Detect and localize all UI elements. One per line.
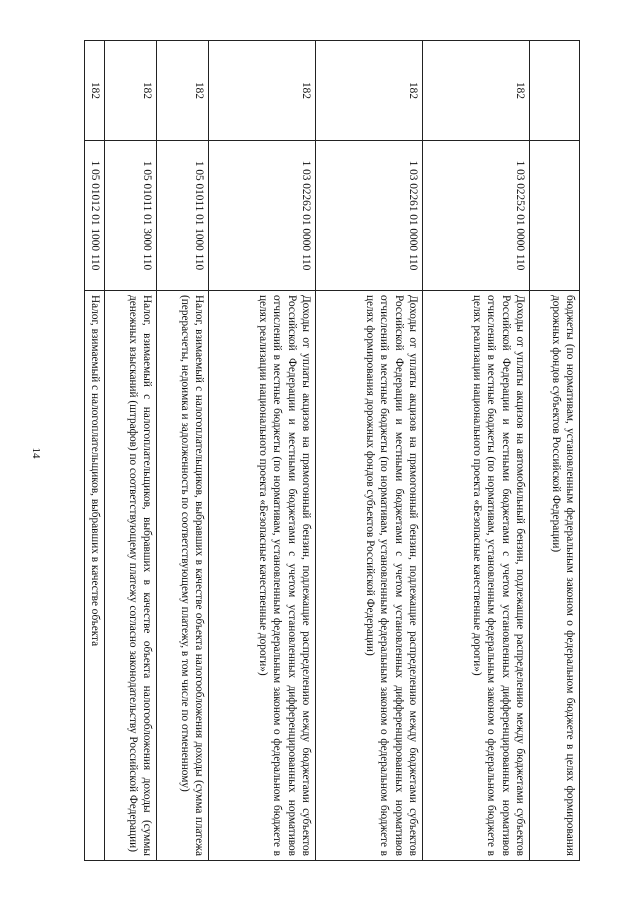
kbk-cell	[530, 141, 580, 291]
kbk-cell: 1 03 02252 01 0000 110	[423, 141, 530, 291]
description-cell: Налог, взимаемый с налогоплательщиков, выбравших в качестве объекта	[85, 291, 105, 861]
table-row	[423, 41, 530, 861]
admin-code-cell	[530, 41, 580, 141]
description-cell: Доходы от уплаты акцизов на прямогонный бензин, подлежащие распределению между бюджетами субъектов Российской Федерации и местными бюджетами с учетом установленных дифференцированных нормативов отчислений в местные бюджеты (по нормативам, установленным федеральным законом о федеральном бюджете в целях формирования дорожных фондов субъектов Российской Федерации)	[316, 291, 423, 861]
admin-code-cell: 182	[105, 41, 157, 141]
admin-code-cell: 182	[85, 41, 105, 141]
kbk-cell: 1 05 01011 01 1000 110	[157, 141, 209, 291]
admin-code-cell: 182	[157, 41, 209, 141]
table-row	[209, 41, 316, 861]
table-row	[530, 41, 580, 861]
description-cell: бюджеты (по нормативам, установленным федеральным законом о федеральном бюджете в целях формирования дорожных фондов субъектов Российской Федерации)	[530, 291, 580, 861]
table-row	[85, 41, 105, 861]
kbk-cell: 1 03 02262 01 0000 110	[209, 141, 316, 291]
description-cell: Доходы от уплаты акцизов на прямогонный бензин, подлежащие распределению между бюджетами субъектов Российской Федерации и местными бюджетами с учетом установленных дифференцированных нормативов отчислений в местные бюджеты (по нормативам, установленным федеральным законом о федеральном бюджете в целях реализации национального проекта «Безопасные качественные дороги»)	[209, 291, 316, 861]
admin-code-cell: 182	[423, 41, 530, 141]
kbk-cell: 1 05 01011 01 3000 110	[105, 141, 157, 291]
description-cell: Налог, взимаемый с налогоплательщиков, выбравших в качестве объекта налогообложения доходы (сумма платежа (перерасчеты, недоимка и задолженность по соответствующему платежу, в том числе по отмененному)	[157, 291, 209, 861]
kbk-cell: 1 05 01012 01 1000 110	[85, 141, 105, 291]
admin-code-cell: 182	[316, 41, 423, 141]
table-row	[316, 41, 423, 861]
kbk-cell: 1 03 02261 01 0000 110	[316, 141, 423, 291]
description-cell: Налог, взимаемый с налогоплательщиков, выбравших в качестве объекта налогообложения доходы (суммы денежных взысканий (штрафов) по соответствующему платежу согласно законодательству Российской Федерации)	[105, 291, 157, 861]
revenue-codes-table	[84, 40, 580, 861]
page-number: 14	[30, 447, 42, 459]
description-cell: Доходы от уплаты акцизов на автомобильный бензин, подлежащие распределению между бюджетами субъектов Российской Федерации и местными бюджетами с учетом установленных дифференцированных нормативов отчислений в местные бюджеты (по нормативам, установленным федеральным законом о федеральном бюджете в целях реализации национального проекта «Безопасные качественные дороги»)	[423, 291, 530, 861]
admin-code-cell: 182	[209, 41, 316, 141]
table-row	[105, 41, 157, 861]
revenue-table-frame	[62, 40, 580, 860]
table-row	[157, 41, 209, 861]
